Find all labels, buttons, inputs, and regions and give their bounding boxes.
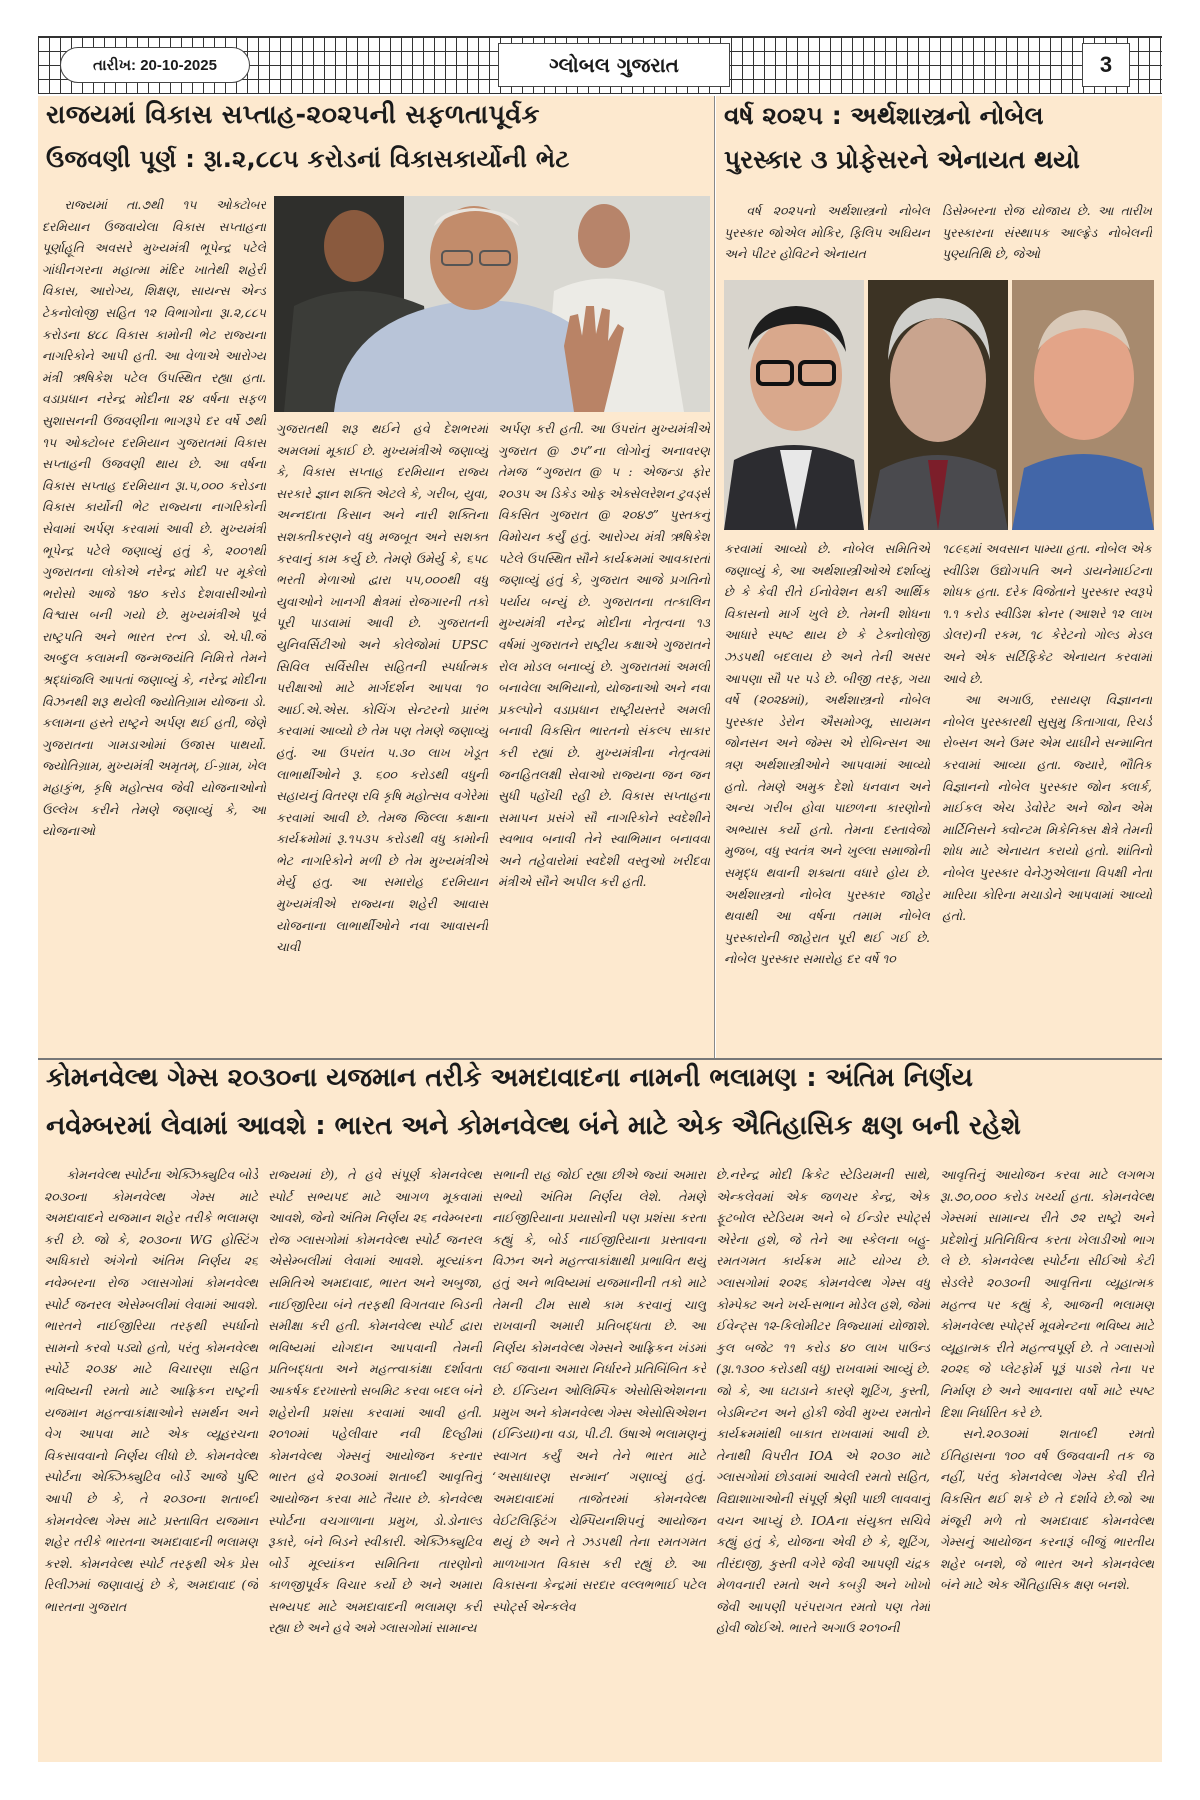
headline-line-2: પુરસ્કાર ૩ પ્રોફેસરને એનાયત થયો <box>724 145 1080 174</box>
article-text: વર્ષ ૨૦૨૫નો અર્થશાસ્ત્રનો નોબેલ પુરસ્કાર જોએલ મોકિર, ફિલિપ અઘિયન અને પીટર હોવિટને એનાયત <box>724 203 930 262</box>
article-headline <box>46 1062 1156 1158</box>
article-text: આવૃત્તિનું આયોજન કરવા માટે લગભગ રૂા.૭૦,૦૦૦ કરોડ ખર્ચ્યા હતા. કોમનવેલ્થ ગેમ્સમાં સામાન્ય રીતે ૭૨ રાષ્ટ્રો અને પ્રદેશોનું પ્રતિનિધિત્વ કરતા ખેલાડીઓ ભાગ લે છે. કોમનવેલ્થ સ્પોર્ટના સીઈઓ કેટી સેડલેરે ૨૦૩૦ની આવૃત્તિના વ્યૂહાત્મક મહત્ત્વ પર કહ્યું કે, આજની ભલામણ કોમનવેલ્થ સ્પોર્ટ્સ મૂવમેન્ટના ભવિષ્ય માટે વ્યૂહાત્મક રીતે મહત્ત્વપૂર્ણ છે. તે ગ્લાસગો ૨૦૨૬ જે પ્લેટફોર્મ પૂરૂં પાડશે તેના પર નિર્માણ છે અને આવનારા વર્ષો માટે સ્પષ્ટ દિશા નિર્ધારિત કરે છે. <box>940 1167 1154 1420</box>
article-column-2 <box>268 1164 482 1760</box>
date-label: તારીખ: 20-10-2025 <box>60 47 250 83</box>
article-intro-column-2 <box>942 200 1152 268</box>
headline-line-2: નવેમ્બરમાં લેવામાં આવશે : ભારત અને કોમનવેલ્થ બંને માટે એક ઐતિહાસિક ક્ષણ બની રહેશે <box>46 1111 1021 1141</box>
article-column-2 <box>942 538 1152 1054</box>
article-column-3 <box>492 1164 706 1760</box>
article-text: છે.નરેન્દ્ર મોદી ક્રિકેટ સ્ટેડિયમની સાથે, એન્કલેવમાં એક જળચર કેન્દ્ર, એક ફૂટબોલ સ્ટેડિયમ અને બે ઈન્ડોર સ્પોર્ટ્સ એરેના હશે, જે તેને આ સ્કેલના બહુ-રમતગમત કાર્યક્રમ માટે યોગ્ય છે. ગ્લાસગોમાં ૨૦૨૬ કોમનવેલ્થ ગેમ્સ વધુ કોમ્પેક્ટ અને ખર્ચ-સભાન મોડેલ હશે, જેમાં ઈવેન્ટ્સ ૧૨-કિલોમીટર ત્રિજ્યામાં યોજાશે. કુલ બજેટ ૧૧ કરોડ ૪૦ લાખ પાઉન્ડ (રૂા.૧૩૦૦ કરોડથી વધુ) રાખવામાં આવ્યું છે. જો કે, આ ઘટાડાને કારણે શૂટિંગ, કુસ્તી, બેડમિન્ટન અને હોકી જેવી મુખ્ય રમતોને કાર્યક્રમમાંથી બાકાત રાખવામાં આવી છે. તેનાથી વિપરીત IOA એ ૨૦૩૦ માટે ગ્લાસગોમાં છોડવામાં આવેલી રમતો સહિત, વિદ્યાશાખાઓની સંપૂર્ણ શ્રેણી પાછી લાવવાનું વચન આપ્યું છે. IOAના સંયુક્ત સચિવે કહ્યું હતું કે, યોજના એવી છે કે, શૂટિંગ, તીરંદાજી, કુસ્તી વગેરે જેવી આપણી ચંદ્રક મેળવનારી રમતો અને કબડ્ડી અને ખોખો જેવી આપણી પરંપરાગત રમતો પણ તેમાં હોવી જોઈએ. ભારતે અગાઉ ૨૦૧૦ની <box>716 1167 930 1636</box>
article-text: સને.૨૦૩૦માં શતાબ્દી રમતો ઈતિહાસના ૧૦૦ વર્ષ ઉજવવાની તક જ નહીં, પરંતુ કોમનવેલ્થ ગેમ્સ કેવી રીતે વિકસિત થઈ શકે છે તે દર્શાવે છે.જો આ મંજૂરી મળે તો અમદાવાદ કોમનવેલ્થ ગેમ્સનું આયોજન કરનારૂં બીજું ભારતીય શહેર બનશે, જે ભારત અને કોમનવેલ્થ બંને માટે એક ઐતિહાસિક ક્ષણ બનશે. <box>940 1426 1154 1593</box>
article-text: ગુજરાતથી શરૂ થઈને હવે દેશભરમાં અમલમાં મૂકાઈ છે. મુખ્યમંત્રીએ જણાવ્યું કે, વિકાસ સપ્તાહ દરમિયાન રાજ્ય સરકારે જ્ઞાન શક્તિ એટલે કે, ગરીબ, યુવા, અન્નદાતા કિસાન અને નારી શક્તિના સશક્તીકરણને વધુ મજબૂત અને સશક્ત કરવાનું કામ કર્યુ છે. તેમણે ઉમેર્યુ કે, ૬૫૮ ભરતી મેળાઓ દ્વારા ૫૫,૦૦૦થી વધુ યુવાઓને ખાનગી ક્ષેત્રમાં રોજગારની તકો પૂરી પાડવામાં આવી છે. ગુજરાતની યુનિવર્સિટીઓ અને કોલેજોમાં UPSC સિવિલ સર્વિસીસ સહિતની સ્પર્ધાત્મક પરીક્ષાઓ માટે માર્ગદર્શન આપવા ૧૦ આઈ.એ.એસ. કોચિંગ સેન્ટરનો પ્રારંભ કરવામાં આવ્યો છે તેમ પણ તેમણે જણાવ્યું હતું. આ ઉપરાંત ૫.૩૦ લાખ ખેડૂત લાભાર્થીઓને રૂ. ૬૦૦ કરોડથી વધુની સહાયનું વિતરણ રવિ કૃષિ મહોત્સવ વગેરેમાં કરવામાં આવી છે. તેમજ જિલ્લા કક્ષાના કાર્યક્રમોમાં રૂ.૧૫૩૫ કરોડથી વધુ કામોની ભેટ નાગરિકોને મળી છે તેમ મુખ્યમંત્રીએ મેર્યુ હતુ. આ સમારોહ દરમિયાન મુખ્યમંત્રીએ રાજ્યના શહેરી આવાસ યોજનાના લાભાર્થીઓને નવા આવાસની ચાવી <box>276 421 488 955</box>
article-text: રાજ્યમાં છે), તે હવે સંપૂર્ણ કોમનવેલ્થ સ્પોર્ટ સભ્યપદ માટે આગળ મૂકવામાં આવશે, જેનો અંતિમ નિર્ણય ૨૬ નવેમ્બરના રોજ ગ્લાસગોમાં કોમનવેલ્થ સ્પોર્ટ જનરલ એસેમ્બલીમાં લેવામાં આવશે. મૂલ્યાંકન સમિતિએ અમદાવાદ, ભારત અને અબુજા, નાઈજીરિયા બંને તરફથી વિગતવાર બિડની સમીક્ષા કરી હતી. કોમનવેલ્થ સ્પોર્ટ દ્વારા ભવિષ્યમાં યોગદાન આપવાની તેમની પ્રતિબદ્ધતા અને મહત્ત્વાકાંક્ષા દર્શાવતા આકર્ષક દરખાસ્તો સબમિટ કરવા બદલ બંને શહેરોની પ્રશંસા કરવામાં આવી હતી. ૨૦૧૦માં પહેલીવાર નવી દિલ્હીમાં કોમનવેલ્થ ગેમ્સનું આયોજન કરનાર ભારત હવે ૨૦૩૦માં શતાબ્દી આવૃત્તિનું આયોજન કરવા માટે તૈયાર છે. કોનવેલ્થ સ્પોર્ટના વચગાળાના પ્રમુખ, ડો.ડોનાલ્ડ રૂકારે, બંને બિડને સ્વીકારી. એક્ઝિક્યુટિવ બોર્ડે મૂલ્યાંકન સમિતિના તારણોનો કાળજીપૂર્વક વિચાર કર્યો છે અને અમારા સભ્યપદ માટે અમદાવાદની ભલામણ કરી રહ્યા છે અને હવે અમે ગ્લાસગોમાં સામાન્ય <box>268 1167 482 1636</box>
article-intro-column-1 <box>724 200 930 268</box>
article-headline <box>46 100 712 188</box>
headline-line-2: ઉજવણી પૂર્ણ : રૂા.૨,૮૮૫ કરોડનાં વિકાસકાર્યોની ભેટ <box>46 145 570 173</box>
article-text: કરવામાં આવ્યો છે. નોબેલ સમિતિએ જણાવ્યું કે, આ અર્થશાસ્ત્રીઓએ દર્શાવ્યું છે કે કેવી રીતે ઈનોવેશન થકી આર્થિક વિકાસનો માર્ગ ખુલે છે. તેમની શોધના આધારે સ્પષ્ટ થાય છે કે ટેક્નોલોજી ઝડપથી બદલાય છે અને તેની અસર આપણા સૌ પર પડે છે. બીજી તરફ, ગયા વર્ષે (૨૦૨૪માં), અર્થશાસ્ત્રનો નોબેલ પુરસ્કાર ડેરોન ઐસમોગ્લૂ, સાયમન જોનસન અને જેમ્સ એ રોબિન્સન આ ત્રણ અર્થશાસ્ત્રીઓને આપવામાં આવ્યો હતો. તેમણે અમુક દેશો ધનવાન અને અન્ય ગરીબ હોવા પાછળના કારણોનો અભ્યાસ કર્યો હતો. તેમના દસ્તાવેજો મુજબ, વધુ સ્વતંત્ર અને ખુલ્લા સમાજોની સમૃદ્ધ થવાની શક્યતા વધારે હોય છે. અર્થશાસ્ત્રનો નોબેલ પુરસ્કાર જાહેર થવાથી આ વર્ષના તમામ નોબેલ પુરસ્કારોની જાહેરાત પૂરી થઈ ગઈ છે. નોબેલ પુરસ્કાર સમારોહ દર વર્ષે ૧૦ <box>724 541 930 967</box>
article-text: અર્પણ કરી હતી. આ ઉપરાંત મુખ્યમંત્રીએ ગુજરાત @ ૭૫”ના લોગોનું અનાવરણ તેમજ “ગુજરાત @ ૫ : એજન્ડા ફોર ૨૦૩૫ અ ડિકેડ ઓફ એક્સેલરેશન ટુવર્ડ્સ વિકસિત ગુજરાત @ ૨૦૪૭” પુસ્તકનું વિમોચન કર્યું હતું. આરોગ્ય મંત્રી ઋષિકેશ પટેલે ઉપસ્થિત સૌને કાર્યક્રમમાં આવકારતાં જણાવ્યું હતું કે, ગુજરાત આજે પ્રગતિનો પર્યાય બન્યું છે. ગુજરાતના તત્કાલિન મુખ્યમંત્રી નરેન્દ્ર મોદીના નેતૃત્વના ૧૩ વર્ષમાં ગુજરાતને રાષ્ટ્રીય કક્ષાએ ગુજરાતને રોલ મોડલ બનાવ્યું છે. ગુજરાતમાં અમલી બનાવેલા અભિયાનો, યોજનાઓ અને નવા પ્રકલ્પોને વડાપ્રધાન રાષ્ટ્રીયસ્તરે અમલી બનાવી વિકસિત ભારતનો સંકલ્પ સાકાર કરી રહ્યાં છે. મુખ્યમંત્રીના નેતૃત્વમાં જનહિતલક્ષી સેવાઓ રાજ્યના જન જન સુધી પહોંચી રહી છે. વિકાસ સપ્તાહના સમાપન પ્રસંગે સૌ નાગરિકોને સ્વદેશીને સ્વભાવ બનાવી તેને સ્વાભિમાન બનાવવા અને તહેવારોમાં સ્વદેશી વસ્તુઓ ખરીદવા મંત્રીએ સૌને અપીલ કરી હતી. <box>498 421 710 890</box>
article-text: રાજ્યમાં તા.૭થી ૧૫ ઓક્ટોબર દરમિયાન ઉજવાયેલા વિકાસ સપ્તાહના પૂર્ણાહૂતિ અવસરે મુખ્યમંત્રી ભૂપેન્દ્ર પટેલે ગાંધીનગરના મહાત્મા મંદિર ખાતેથી શહેરી વિકાસ, આરોગ્ય, શિક્ષણ, સાયન્સ એન્ડ ટેકનોલોજી સહિત ૧૨ વિભાગોના રૂા.૨,૮૮૫ કરોડના ૪૮૮ વિકાસ કામોની ભેટ રાજ્યના નાગરિકોને આપી હતી. આ વેળાએ આરોગ્ય મંત્રી ઋષિકેશ પટેલ ઉપસ્થિત રહ્યા હતા. વડાપ્રધાન નરેન્દ્ર મોદીના ૨૪ વર્ષના સફળ સુશાસનની ઉજવણીના ભાગરૂપે દર વર્ષે ૭થી ૧૫ ઓક્ટોબર દરમિયાન ગુજરાતમાં વિકાસ સપ્તાહની ઉજવણી થાય છે. આ વર્ષના વિકાસ સપ્તાહ દરમિયાન રૂા.૫,૦૦૦ કરોડના વિકાસ કાર્યોની ભેટ રાજ્યના નાગરિકોની સેવામાં અર્પણ કરવામાં આવી છે. મુખ્યમંત્રી ભૂપેન્દ્ર પટેલે જણાવ્યું હતું કે, ૨૦૦૧થી ગુજરાતના લોકોએ નરેન્દ્ર મોદી પર મૂકેલો ભરોસો આજે ૧૪૦ કરોડ દેશવાસીઓનો વિશ્વાસ બની ગયો છે. મુખ્યમંત્રીએ પૂર્વ રાષ્ટ્રપતિ અને ભારત રત્ન ડો. એ.પી.જે અબ્દુલ કલામની જન્મજયંતિ નિમિત્તે તેમને શ્રદ્ધાંજલિ આપતાં જણાવ્યું કે, નરેન્દ્ર મોદીના વિઝનથી શરૂ થયેલી જ્યોતિગ્રામ યોજના ડો. કલામના હસ્તે રાષ્ટ્રને અર્પણ થઈ હતી, જેણે ગુજરાતના ગામડાઓમાં ઉજાસ પાથર્યો. જ્યોતિગ્રામ, મુખ્યમંત્રી અમૃતમ્, ઈ-ગ્રામ, ખેલ મહાકુંભ, કૃષિ મહોત્સવ જેવી યોજનાઓનો ઉલ્લેખ કરીને તેમણે જણાવ્યું કે, આ યોજનાઓ <box>42 197 266 839</box>
article-column-1 <box>42 194 266 1052</box>
headline-line-1: વર્ષ ૨૦૨૫ : અર્થશાસ્ત્રનો નોબેલ <box>724 101 1044 130</box>
article-column-3 <box>498 418 710 1058</box>
photo-illustration <box>274 196 710 412</box>
laureate-photo-2 <box>868 280 1008 530</box>
article-text: આ અગાઉ, રસાયણ વિજ્ઞાનના નોબેલ પુરસ્કારથી સુસુમુ કિતાગાવા, રિચર્ડ રોબ્સન અને ઉમર એમ યાઘીને સન્માનિત કરવામાં આવ્યા હતા. જ્યારે, ભૌતિક વિજ્ઞાનનો નોબેલ પુરસ્કાર જોન ક્લાર્ક, માઈકલ એચ ડેવોરેટ અને જોન એમ માર્ટિનિસને ક્વોન્ટમ મિકેનિક્સ ક્ષેત્રે તેમની શોધ માટે એનાયત કરાયો હતો. શાંતિનો નોબેલ પુરસ્કાર વેનેઝુએલાના વિપક્ષી નેતા મારિયા કોરિના મચાડોને આપવામાં આવ્યો હતો. <box>942 692 1152 924</box>
article-text: ડિસેમ્બરના રોજ યોજાય છે. આ તારીખ પુરસ્કારના સંસ્થાપક આલ્ફ્રેડ નોબેલની પુણ્યતિથિ છે, જેઓ <box>942 203 1152 262</box>
newspaper-name: ગ્લોબલ ગુજરાત <box>498 43 730 87</box>
headline-line-1: રાજયમાં વિકાસ સપ્તાહ-૨૦૨૫ની સફળતાપૂર્વક <box>46 100 540 130</box>
laureate-photo-1 <box>724 280 864 530</box>
laureate-photo-3 <box>1012 280 1154 530</box>
article-nobel-economics <box>716 96 1162 1058</box>
article-commonwealth-games <box>38 1060 1162 1762</box>
article-text: ૧૮૯૬માં અવસાન પામ્યા હતા. નોબેલ એક સ્વીડિશ ઉદ્યોગપતિ અને ડાયનેમાઈટના શોધક હતા. દરેક વિજેતાને પુરસ્કાર સ્વરૂપે ૧.૧ કરોડ સ્વીડિશ ક્રોનર (આશરે ૧૨ લાખ ડોલર)ની રકમ, ૧૮ કેરેટનો ગોલ્ડ મેડલ અને એક સર્ટિફિકેટ એનાયત કરવામાં આવે છે. <box>942 541 1152 686</box>
article-column-1 <box>724 538 930 1054</box>
article-column-1 <box>44 1164 258 1760</box>
headline-line-1: કોમનવેલ્થ ગેમ્સ ૨૦૩૦ના યજમાન તરીકે અમદાવાદના નામની ભલામણ : અંતિમ નિર્ણય <box>46 1063 973 1093</box>
article-vikas-saptah <box>38 96 714 1058</box>
masthead <box>38 36 1162 94</box>
article-column-5 <box>940 1164 1154 1760</box>
article-headline <box>724 100 1160 188</box>
article-text: સભાની રાહ જોઈ રહ્યા છીએ જ્યાં અમારા સભ્યો અંતિમ નિર્ણય લેશે. તેમણે નાઈજીરિયાના પ્રયાસોની પણ પ્રશંસા કરતા કહ્યું કે, બોર્ડ નાઈજીરિયાના પ્રસ્તાવના વિઝન અને મહત્ત્વાકાંક્ષાથી પ્રભાવિત થયું હતું અને ભવિષ્યમાં યજમાનીની તકો માટે તેમની ટીમ સાથે કામ કરવાનું ચાલુ રાખવાની અમારી પ્રતિબદ્ધતા છે. આ નિર્ણય કોમનવેલ્થ ગેમ્સને આફ્રિકન ખંડમાં લઈ જવાના અમારા નિર્ધારને પ્રતિબિંબિત કરે છે. ઈન્ડિયન ઓલિમ્પિક એસોસિએશનના પ્રમુખ અને કોમનવેલ્થ ગેમ્સ એસોસિએશન (ઈન્ડિયા)ના વડા, પી.ટી. ઉષાએ ભલામણનું સ્વાગત કર્યું અને તેને ભારત માટે ‘અસાધારણ સન્માન’ ગણાવ્યું હતું. અમદાવાદમાં તાજેતરમાં કોમનવેલ્થ વેઈટલિફ્ટિંગ ચેમ્પિયનશિપનું આયોજન થયું છે અને તે ઝડપથી તેના રમતગમત માળખાગત વિકાસ કરી રહ્યું છે. આ વિકાસના કેન્દ્રમાં સરદાર વલ્લભભાઈ પટેલ સ્પોર્ટ્સ એન્કલેવ <box>492 1167 706 1614</box>
article-column-2 <box>276 418 488 1058</box>
article-text: કોમનવેલ્થ સ્પોર્ટના એક્ઝિક્યુટિવ બોર્ડે ૨૦૩૦ના કોમનવેલ્થ ગેમ્સ માટે અમદાવાદને યજમાન શહેર તરીકે ભલામણ કરી છે. જો કે, ૨૦૩૦ના WG હોસ્ટિંગ અધિકારો અંગેનો અંતિમ નિર્ણય ૨૬ નવેમ્બરના રોજ ગ્લાસગોમાં કોમનવેલ્થ સ્પોર્ટ જનરલ એસેમ્બલીમાં લેવામાં આવશે. ભારતને નાઈજીરિયા તરફથી સ્પર્ધાનો સામનો કરવો પડ્યો હતો, પરંતુ કોમનવેલ્થ સ્પોર્ટે ૨૦૩૪ માટે વિચારણા સહિત ભવિષ્યની રમતો માટે આફ્રિકન રાષ્ટ્રની યજમાન મહત્ત્વાકાંક્ષાઓને સમર્થન અને વેગ આપવા માટે એક વ્યૂહરચના વિકસાવવાનો નિર્ણય લીધો છે. કોમનવેલ્થ સ્પોર્ટના એક્ઝિક્યુટિવ બોર્ડે આજે પુષ્ટિ આપી છે કે, તે ૨૦૩૦ના શતાબ્દી કોમનવેલ્થ ગેમ્સ માટે પ્રસ્તાવિત યજમાન શહેર તરીકે ભારતના અમદાવાદની ભલામણ કરશે. કોમનવેલ્થ સ્પોર્ટ તરફથી એક પ્રેસ રિલીઝમાં જણાવાયું છે કે, અમદાવાદ (જે ભારતના ગુજરાત <box>44 1167 258 1614</box>
chief-minister-photo <box>274 196 710 412</box>
article-column-4 <box>716 1164 930 1760</box>
column-divider <box>714 96 715 1058</box>
page-number: 3 <box>1082 43 1130 87</box>
